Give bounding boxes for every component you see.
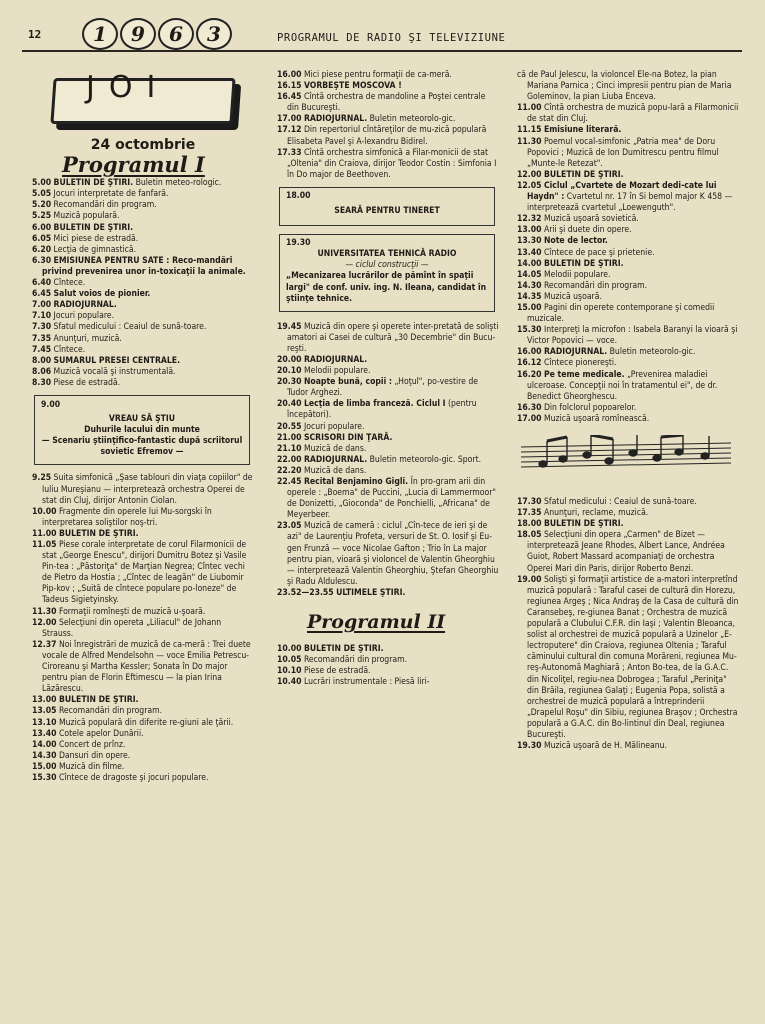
schedule-entry — [517, 214, 739, 225]
schedule-entry — [517, 497, 739, 508]
schedule-entry — [517, 575, 739, 741]
feature-box-seara-tineret — [279, 187, 495, 226]
schedule-list — [277, 644, 499, 688]
entry-time: 6.45 — [32, 289, 52, 300]
entry-text: Cîntece de dragoste şi jocuri populare. — [58, 772, 209, 783]
entry-text: Piese corale interpretate de corul Filarmonicii de stat „George Enescu", dirijori Dumitru Botez şi Vasile Pin-tea : „Păstoriţa" de Marţian Negrea; Cîntec vechi de Pietro da Hostia ; „Cîntec de leagăn" de Liubomir Pip-kov ; „Suită de cîntece populare po-loneze" de Tadeus Sigietyinsky. — [42, 540, 247, 606]
entry-text: Solişti şi formaţii artistice de a-matori interpretînd muzică populară : Taraful casei de cultură din Horezu, regiunea Argeş ; Nica Andraş de la Casa de cultură din Caransebeş, re-giunea Banat ; Orchestra de muzică populară a Clubului C.F.R. din Iaşi ; Valentin Bleoanca, solist al orchestrei de muzică populară a Uzinelor „E-lectroputere" din Craiova, regiunea Oltenia ; Taraful căminului cultural din comuna Morăreni, regiunea Mu-reş-Autonomă Maghiară ; Anton Bo-tea, de la G.A.C. din Nicoliţel, regiu-nea Dobrogea ; Taraful „Periniţa" din Brăila, regiunea Galaţi ; Eugenia Popa, solistă a orchestrei de muzică populară a întreprinderii „Drapelul Roşu" din Sibiu, regiunea Braşov ; Orchestra populară a G.A.C. din Bo-lintinul din Deal, regiunea Bucureşti. — [527, 574, 739, 740]
entry-time: 16.15 — [277, 81, 302, 92]
entry-time: 22.20 — [277, 465, 302, 476]
schedule-entry — [32, 356, 254, 367]
schedule-list — [517, 497, 739, 752]
entry-text: Recomandări din program. — [303, 655, 408, 666]
schedule-entry — [32, 367, 254, 378]
entry-time: 20.00 — [277, 354, 302, 365]
entry-time: 17.00 — [517, 413, 542, 424]
program-2-title: Programul II — [307, 611, 446, 634]
entry-time: 15.30 — [517, 325, 542, 336]
entry-text: Cvartetul nr. 17 în Si bemol major K 458 — interpretează cvartetul „Loewenguth". — [527, 192, 733, 214]
entry-time: 22.45 — [277, 477, 302, 487]
schedule-entry — [32, 751, 254, 762]
entry-time: 12.00 — [32, 617, 57, 628]
schedule-entry — [32, 640, 254, 695]
year-digit: 9 — [120, 18, 156, 50]
entry-time: 7.30 — [32, 322, 52, 333]
entry-time: 9.25 — [32, 473, 52, 484]
entry-time: 18.05 — [517, 530, 542, 541]
entry-text: Pagini din operete contemporane şi comedii muzicale. — [527, 302, 715, 325]
entry-time: 5.20 — [32, 200, 52, 211]
entry-text: Recomandări din program. — [53, 200, 157, 211]
entry-headline: RADIOJURNAL. — [303, 114, 368, 125]
entry-headline: SUMARUL PRESEI CENTRALE. — [53, 355, 181, 366]
box-time: 19.30 — [286, 238, 311, 249]
entry-time: 10.10 — [277, 666, 302, 677]
schedule-entry — [32, 762, 254, 773]
header-rule — [22, 50, 742, 52]
entry-time: 15.00 — [517, 302, 542, 313]
entry-text: Muzică uşoară de H. Mălineanu. — [543, 741, 667, 752]
entry-time: 20.10 — [277, 366, 302, 377]
entry-text: Sfatul medicului : Ceaiul de sună-toare. — [543, 497, 697, 507]
entry-time: 10.05 — [277, 655, 302, 666]
schedule-entry — [277, 466, 499, 477]
schedule-entry — [277, 477, 499, 521]
schedule-entry — [32, 334, 254, 345]
schedule-entry — [32, 729, 254, 740]
schedule-entry — [517, 259, 739, 270]
schedule-entry — [277, 677, 499, 688]
entry-headline: Note de lector. — [543, 236, 608, 247]
entry-text: Din repertoriul cîntăreţilor de mu-zică populară Elisabeta Pavel şi A-lexandru Bidirel. — [287, 125, 487, 147]
entry-text: Buletin meteorolo-gic. — [367, 114, 456, 125]
box-time: 18.00 — [286, 190, 311, 201]
entry-time: 12.37 — [32, 639, 57, 650]
entry-time: 7.35 — [32, 333, 52, 344]
entry-time: 17.00 — [277, 114, 302, 125]
entry-time: 6.05 — [32, 233, 52, 244]
schedule-entry — [517, 225, 739, 236]
entry-time: 12.05 — [517, 180, 542, 191]
entry-text: Concert de prînz. — [58, 739, 126, 750]
entry-time: 5.05 — [32, 189, 52, 200]
entry-headline: BULETIN DE ŞTIRI. — [543, 519, 624, 530]
box-description: — Scenariu ştiinţifico-fantastic după scriitorul sovietic Efremov — — [41, 436, 243, 458]
entry-text: Muzică din opere şi operete inter-pretată de solişti amatori ai Casei de cultură „30 Decembrie" din Bucu-reşti. — [287, 321, 499, 354]
entry-time: 16.20 — [517, 369, 542, 380]
schedule-entry — [32, 529, 254, 540]
feature-box-vreau-sa-stiu — [34, 395, 250, 465]
entry-text: Jocuri interpretate de fanfară. — [53, 189, 169, 200]
schedule-entry — [32, 740, 254, 751]
schedule-entry — [32, 773, 254, 784]
entry-time: 16.00 — [277, 70, 302, 80]
schedule-entry — [32, 278, 254, 289]
entry-text: Anunţuri, muzică. — [53, 333, 122, 344]
schedule-entry — [277, 377, 499, 399]
entry-text: Arii şi duete din opere. — [543, 225, 632, 236]
entry-headline: BULETIN DE ŞTIRI. — [53, 178, 134, 189]
schedule-entry — [32, 178, 254, 189]
schedule-entry — [277, 655, 499, 666]
entry-headline: Salut voios de pionier. — [53, 289, 151, 300]
entry-headline: BULETIN DE ŞTIRI. — [543, 169, 624, 180]
entry-time: 8.00 — [32, 355, 52, 366]
music-notes-icon — [521, 435, 731, 475]
entry-time: 13.40 — [517, 247, 542, 258]
entry-text: Lucrări instrumentale : Piesă liri- — [303, 677, 430, 688]
entry-time: 17.33 — [277, 147, 302, 158]
box-time: 9.00 — [41, 399, 61, 410]
box-title: UNIVERSITATEA TEHNICĂ RADIO — [317, 249, 457, 260]
entry-text: Poemul vocal-simfonic „Patria mea" de Doru Popovici ; Muzică de Ion Dumitrescu pentru filmul „Munte-le Retezat". — [527, 136, 719, 169]
entry-headline: RADIOJURNAL. — [303, 454, 368, 465]
schedule-entry — [277, 114, 499, 125]
entry-headline: VORBEŞTE MOSCOVA ! — [303, 81, 402, 92]
entry-text: Mici piese de estradă. — [53, 233, 139, 244]
page-header — [22, 18, 742, 52]
day-name: JOI — [86, 70, 170, 105]
entry-time: 13.05 — [32, 706, 57, 717]
entry-text: Cîntece pionereşti. — [543, 358, 617, 369]
entry-headline: RADIOJURNAL. — [53, 300, 117, 311]
entry-text: Muzică populară din diferite re-giuni ale ţării. — [58, 717, 234, 728]
entry-time: 14.00 — [517, 258, 542, 269]
schedule-entry — [517, 236, 739, 247]
entry-headline: EMISIUNEA PENTRU SATE : Reco-mandări privind prevenirea unor in-toxicaţii la animale. — [42, 255, 246, 277]
entry-text: Muzică vocală şi instrumentală. — [53, 366, 176, 377]
entry-time: 5.25 — [32, 211, 52, 222]
entry-time: 20.40 — [277, 399, 302, 410]
day-banner — [52, 72, 237, 128]
schedule-entry — [517, 403, 739, 414]
schedule-entry — [517, 325, 739, 347]
schedule-entry — [517, 137, 739, 170]
schedule-entry — [32, 618, 254, 640]
schedule-entry — [32, 256, 254, 278]
entry-time: 14.00 — [32, 739, 57, 750]
entry-text: că de Paul Jelescu, la violoncel Ele-na Botez, la pian Mariana Parnica ; Cinci impresii pentru pian de Maria Goleminov, la pian Liuba Enceva. — [517, 70, 732, 103]
entry-time: 20.30 — [277, 377, 302, 388]
entry-time: 11.05 — [32, 540, 57, 550]
schedule-entry — [32, 718, 254, 729]
year-logo — [82, 18, 232, 50]
schedule-entry — [517, 103, 739, 125]
schedule-entry — [277, 666, 499, 677]
schedule-list — [32, 473, 254, 784]
entry-time: 14.30 — [32, 750, 57, 761]
schedule-entry — [277, 92, 499, 114]
schedule-list — [277, 322, 499, 599]
entry-text: Mici piese pentru formaţii de ca-meră. — [303, 70, 452, 80]
entry-time: 8.06 — [32, 366, 52, 377]
entry-time: 13.10 — [32, 717, 57, 728]
year-digit: 6 — [158, 18, 194, 50]
entry-time: 15.30 — [32, 772, 57, 783]
entry-time: 13.40 — [32, 728, 57, 739]
entry-headline: ULTIMELE ŞTIRI. — [336, 587, 406, 598]
entry-text: Fragmente din operele lui Mu-sorgski în interpretarea soliştilor noş-tri. — [42, 506, 212, 528]
entry-time: 22.00 — [277, 454, 302, 465]
schedule-entry — [32, 706, 254, 717]
entry-time: 16.12 — [517, 358, 542, 369]
entry-time: 19.30 — [517, 741, 542, 752]
schedule-entry — [32, 200, 254, 211]
entry-headline: Ciclul „Cvartete de Mozart dedi-cate lui Haydn" : — [527, 180, 717, 203]
entry-text: Sfatul medicului : Ceaiul de sună-toare. — [53, 322, 207, 333]
program-1-title: Programul I — [62, 152, 205, 178]
schedule-entry — [32, 607, 254, 618]
schedule-entry — [32, 300, 254, 311]
schedule-entry — [277, 444, 499, 455]
entry-text: Muzică de cameră : ciclul „Cîn-tece de ieri şi de azi" de Laurenţiu Profeta, versuri de St. O. Iosif şi Eu-gen Frunză — voce Nicolae Gafton ; Trio în La major pentru pian, vioară şi violoncel de Valentin Gheorghiu — interpretează Valentin Gheorghiu, Ştefan Gheorghiu şi Radu Aldulescu. — [287, 521, 499, 587]
entry-time: 6.30 — [32, 255, 52, 266]
year-digit: 1 — [82, 18, 118, 50]
schedule-entry — [277, 644, 499, 655]
entry-time: 7.45 — [32, 344, 52, 355]
entry-time: 5.00 — [32, 178, 52, 189]
schedule-entry — [277, 455, 499, 466]
entry-headline: RADIOJURNAL. — [303, 354, 368, 365]
schedule-entry — [277, 81, 499, 92]
entry-text: Noi înregistrări de muzică de ca-meră : Trei duete vocale de Alfred Mendelsohn — voce Emilia Petrescu-Ciroreanu şi Martha Kessler; Sonata în Do major pentru pian de Florin Eftimescu — la pian Irina Lăzărescu. — [42, 639, 251, 695]
schedule-entry — [277, 70, 499, 81]
entry-text: Muzică uşoară sovietică. — [543, 214, 639, 225]
entry-time: 21.10 — [277, 443, 302, 454]
entry-time: 10.00 — [277, 644, 302, 655]
schedule-entry — [517, 125, 739, 136]
box-subtitle: Duhurile lacului din munte — [84, 425, 200, 436]
entry-time: 12.00 — [517, 169, 542, 180]
entry-time: 16.45 — [277, 92, 302, 103]
entry-headline: Lecţia de limba franceză. Ciclul I — [303, 399, 446, 410]
schedule-entry — [517, 347, 739, 358]
entry-time: 15.00 — [32, 761, 57, 772]
schedule-entry — [32, 311, 254, 322]
schedule-entry — [32, 378, 254, 389]
entry-text: Muzică de dans. — [303, 443, 367, 454]
schedule-entry — [277, 422, 499, 433]
entry-time: 21.00 — [277, 432, 302, 443]
entry-time: 17.30 — [517, 497, 542, 507]
box-title: SEARĂ PENTRU TINERET — [334, 206, 440, 217]
entry-headline: BULETIN DE ŞTIRI. — [303, 644, 384, 655]
feature-box-universitatea — [279, 234, 495, 312]
entry-text: Buletin meteorolo-gic. Sport. — [367, 454, 482, 465]
schedule-list — [277, 70, 499, 181]
entry-time: 11.00 — [32, 528, 57, 539]
schedule-list — [517, 70, 739, 425]
entry-time: 13.00 — [32, 695, 57, 706]
entry-headline: Emisiune literară. — [543, 125, 622, 136]
entry-time: 16.00 — [517, 347, 542, 358]
entry-time: 20.55 — [277, 421, 302, 432]
entry-text: Melodii populare. — [303, 366, 371, 377]
schedule-entry — [32, 322, 254, 333]
entry-text: Dansuri din opere. — [58, 750, 131, 761]
entry-text: Cîntece de pace şi prietenie. — [543, 247, 655, 258]
entry-time: 14.35 — [517, 291, 542, 302]
schedule-entry — [32, 234, 254, 245]
entry-time: 11.30 — [32, 606, 57, 617]
entry-headline: BULETIN DE ŞTIRI. — [58, 695, 139, 706]
schedule-entry — [517, 358, 739, 369]
entry-text: Suita simfonică „Şase tablouri din viaţa copiilor" de Iuliu Mureşianu — interpretează orchestra Operei de stat din Cluj, dirijor Antonin Ciolan. — [42, 473, 253, 506]
entry-headline: BULETIN DE ŞTIRI. — [543, 258, 624, 269]
entry-time: 6.00 — [32, 222, 52, 233]
entry-time: 19.00 — [517, 574, 542, 585]
schedule-entry — [517, 170, 739, 181]
entry-text: Jocuri populare. — [303, 421, 365, 432]
entry-time: 16.30 — [517, 402, 542, 413]
year-digit: 3 — [196, 18, 232, 50]
entry-text: Selecţiuni din opereta „Liliacul" de Johann Strauss. — [42, 617, 222, 639]
entry-text: Buletin meteo-rologic. — [133, 178, 222, 189]
entry-headline: Recital Benjamino Gigli. — [303, 477, 409, 487]
entry-text: Anunţuri, reclame, muzică. — [543, 508, 649, 519]
entry-time: 14.30 — [517, 280, 542, 291]
entry-text: Formaţii romîneşti de muzică u-şoară. — [58, 606, 206, 617]
schedule-entry — [277, 355, 499, 366]
schedule-entry — [32, 345, 254, 356]
entry-headline: RADIOJURNAL. — [543, 347, 608, 358]
schedule-entry — [517, 303, 739, 325]
entry-time: 7.00 — [32, 300, 52, 311]
entry-text: Muzică uşoară. — [543, 291, 602, 302]
entry-time: 7.10 — [32, 311, 52, 322]
schedule-entry — [277, 366, 499, 377]
entry-text: Piese de estradă. — [53, 377, 121, 388]
entry-text: Cotele apelor Dunării. — [58, 728, 144, 739]
schedule-entry — [517, 370, 739, 403]
schedule-entry — [277, 433, 499, 444]
entry-text: Jocuri populare. — [53, 311, 115, 322]
schedule-entry — [32, 223, 254, 234]
entry-time: 8.30 — [32, 377, 52, 388]
box-description: „Mecanizarea lucrărilor de pămînt în spaţii largi" de conf. univ. ing. N. Ileana, candidat în ştiinţe tehnice. — [286, 271, 487, 304]
schedule-entry — [277, 588, 499, 599]
entry-headline: BULETIN DE ŞTIRI. — [58, 528, 139, 539]
entry-time: 6.40 — [32, 278, 52, 289]
entry-time: 19.45 — [277, 321, 302, 332]
schedule-entry — [32, 245, 254, 256]
schedule-entry — [277, 521, 499, 588]
entry-time: 17.12 — [277, 125, 302, 136]
entry-text: Cîntece. — [53, 278, 86, 289]
schedule-entry — [517, 270, 739, 281]
entry-text: Muzică uşoară romînească. — [543, 413, 650, 424]
entry-time: 13.00 — [517, 225, 542, 236]
publication-title: PROGRAMUL DE RADIO ŞI TELEVIZIUNE — [277, 32, 506, 44]
entry-text: Muzică populară. — [53, 211, 120, 222]
entry-headline: Noapte bună, copii : — [303, 377, 392, 388]
entry-headline: Pe teme medicale. — [543, 369, 625, 380]
entry-time: 11.30 — [517, 136, 542, 147]
entry-text: Cîntă orchestra simfonică a Filar-monicii de stat „Oltenia" din Craiova, dirijor Teodor Costin : Simfonia I în Do major de Beethoven. — [287, 147, 497, 180]
schedule-entry — [32, 189, 254, 200]
entry-text: „Hoţul", po-vestire de Tudor Arghezi. — [287, 377, 479, 399]
schedule-entry — [277, 125, 499, 147]
entry-text: Din folclorul popoarelor. — [543, 402, 637, 413]
schedule-entry — [277, 399, 499, 421]
schedule-entry — [277, 148, 499, 181]
schedule-entry — [517, 508, 739, 519]
schedule-entry — [32, 540, 254, 607]
entry-time: 11.15 — [517, 125, 542, 136]
schedule-entry — [517, 70, 739, 103]
box-title: VREAU SĂ ŞTIU — [108, 414, 176, 425]
schedule-entry — [517, 530, 739, 574]
entry-time: 14.05 — [517, 269, 542, 280]
entry-text: „Prevenirea maladiei ulceroase. Concepţii noi în tratamentul ei", de dr. Benedict Gheorghescu. — [527, 369, 718, 402]
music-staff-ornament — [521, 435, 731, 475]
entry-text: Cîntă orchestra de mandoline a Poştei centrale din Bucureşti. — [287, 92, 486, 114]
page-number: 12 — [28, 28, 42, 41]
entry-text: Lecţia de gimnastică. — [53, 244, 137, 255]
schedule-entry — [32, 507, 254, 529]
column-1 — [32, 70, 254, 784]
entry-time: 23.52—23.55 — [277, 587, 334, 598]
entry-time: 17.35 — [517, 508, 542, 519]
schedule-entry — [32, 211, 254, 222]
column-3 — [517, 70, 739, 752]
entry-text: Selecţiuni din opera „Carmen" de Bizet — interpretează Jeane Rhodes, Albert Lance, Andréea Guiot, Robert Massard acompaniaţi de orchestra Operei Mari din Paris, dirijor Roberto Benzi. — [527, 530, 725, 574]
box-subtitle: — ciclul construcţii — — [345, 260, 429, 271]
entry-time: 11.00 — [517, 103, 542, 114]
schedule-entry — [517, 519, 739, 530]
entry-time: 10.00 — [32, 506, 57, 517]
entry-text: Recomandări din program. — [58, 706, 163, 717]
entry-text: Buletin meteorolo-gic. — [607, 347, 696, 358]
schedule-entry — [32, 695, 254, 706]
entry-time: 23.05 — [277, 521, 302, 532]
entry-text: În pro-gram arii din operele : „Boema" de Puccini, „Lucia di Lammermoor" de Donizetti, „Gioconda" de Ponchielli, „Africana" de Meyerbeer. — [287, 477, 496, 521]
entry-text: Muzică din filme. — [58, 761, 125, 772]
schedule-list — [32, 178, 254, 389]
entry-text: Melodii populare. — [543, 269, 611, 280]
entry-time: 13.30 — [517, 236, 542, 247]
schedule-entry — [517, 741, 739, 752]
entry-text: (pentru începători). — [287, 399, 477, 421]
entry-text: Muzică de dans. — [303, 465, 367, 476]
entry-time: 10.40 — [277, 677, 302, 688]
schedule-entry — [32, 289, 254, 300]
schedule-entry — [517, 248, 739, 259]
entry-time: 12.32 — [517, 214, 542, 225]
schedule-entry — [517, 292, 739, 303]
entry-text: Interpreţi la microfon : Isabela Baranyi la vioară şi Victor Popovici — voce. — [527, 325, 738, 347]
column-2 — [277, 70, 499, 689]
entry-text: Recomandări din program. — [543, 280, 648, 291]
entry-time: 18.00 — [517, 519, 542, 530]
date-heading: 24 octombrie — [90, 137, 196, 153]
schedule-entry — [517, 281, 739, 292]
entry-text: Cîntece. — [53, 344, 86, 355]
entry-time: 6.20 — [32, 244, 52, 255]
entry-text: Piese de estradă. — [303, 666, 371, 677]
schedule-entry — [277, 322, 499, 355]
schedule-entry — [517, 181, 739, 214]
schedule-entry — [32, 473, 254, 506]
schedule-entry — [517, 414, 739, 425]
entry-headline: BULETIN DE ŞTIRI. — [53, 222, 134, 233]
entry-headline: SCRISORI DIN ŢARĂ. — [303, 432, 393, 443]
entry-text: Cîntă orchestra de muzică popu-lară a Filarmonicii de stat din Cluj. — [527, 103, 739, 125]
